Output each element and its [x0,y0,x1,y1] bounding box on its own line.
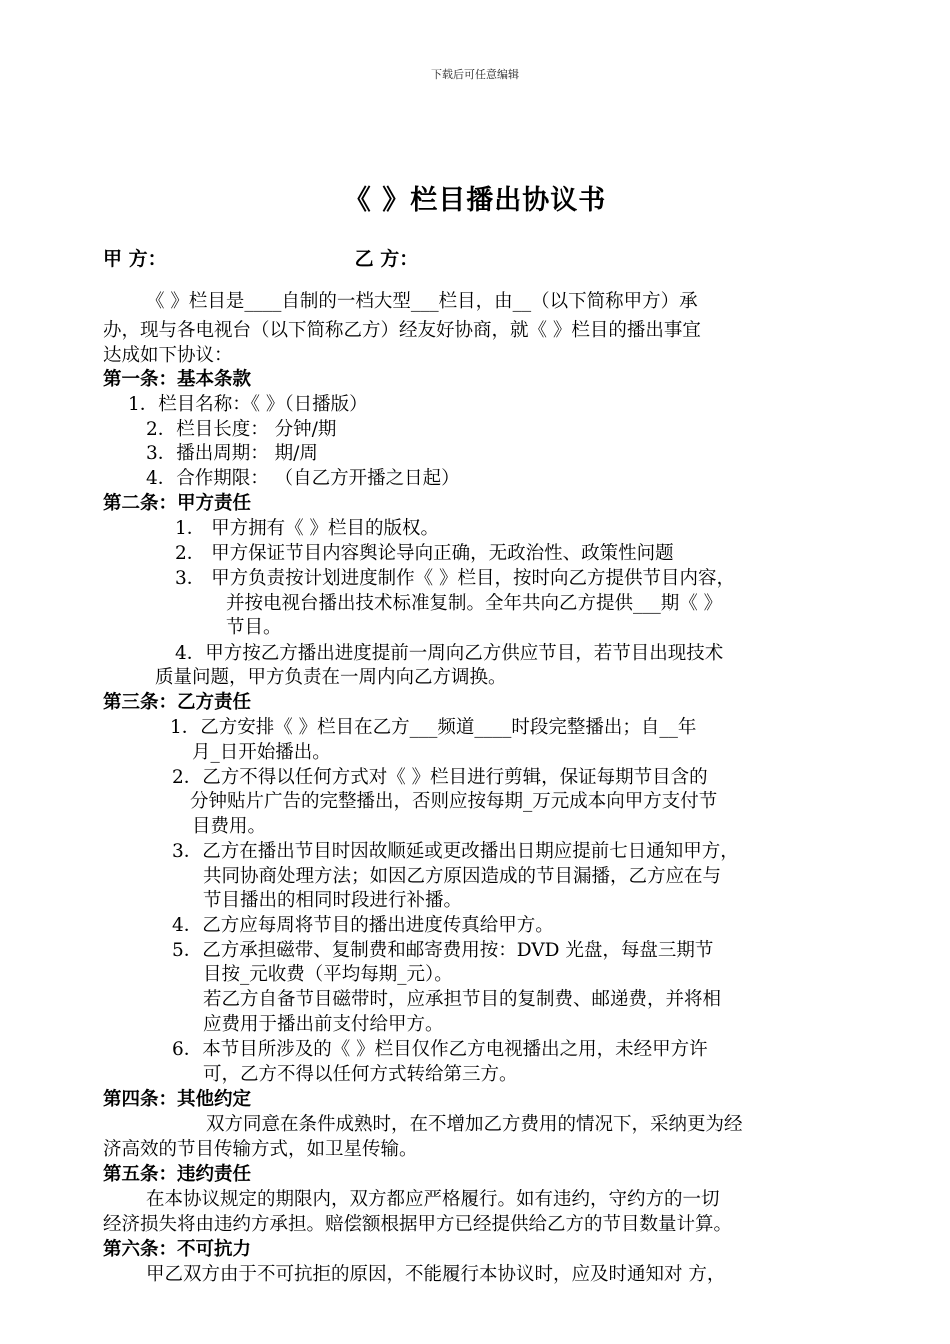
body-line: 办，现与各电视台（以下简称乙方）经友好协商，就《 》栏目的播出事宜 [103,320,701,341]
body-line: 并按电视台播出技术标准复制。全年共向乙方提供___期《 》 [226,593,723,614]
body-line: 双方同意在条件成熟时，在不增加乙方费用的情况下，采纳更为经 [206,1114,743,1135]
parties-row [103,244,418,271]
body-line: 3． 甲方负责按计划进度制作《 》栏目，按时向乙方提供节目内容， [175,568,736,589]
header-note: 下载后可任意编辑 [431,68,519,81]
body-line: 目按_元收费（平均每期_元）。 [203,964,453,985]
body-line: 节目播出的相同时段进行补播。 [203,890,463,911]
body-line: 月_日开始播出。 [192,742,331,763]
body-line: 共同协商处理方法；如因乙方原因造成的节目漏播，乙方应在与 [203,866,722,887]
body-line: 可，乙方不得以任何方式转给第三方。 [203,1064,518,1085]
party-a-label: 甲 方： [103,248,167,270]
body-line: 应费用于播出前支付给甲方。 [203,1014,444,1035]
body-line: 节目。 [226,617,282,638]
body-line: 2． 甲方保证节目内容舆论导向正确，无政治性、政策性问题 [175,543,674,564]
body-line: 经济损失将由违约方承担。赔偿额根据甲方已经提供给乙方的节目数量计算。 [103,1214,733,1235]
body-line: 1． 甲方拥有《 》栏目的版权。 [175,518,440,539]
body-line: 达成如下协议： [103,345,233,366]
section-heading: 第四条：其他约定 [103,1089,252,1110]
section-heading: 第六条：不可抗力 [103,1239,252,1260]
body-line: 目费用。 [192,816,267,837]
section-heading: 第二条：甲方责任 [103,493,252,514]
body-line: 2．栏目长度： 分钟/期 [146,419,337,440]
section-heading: 第三条：乙方责任 [103,692,252,713]
body-line: 1．栏目名称：《 》（日播版） [128,394,368,415]
section-heading: 第一条：基本条款 [103,369,252,390]
document-title: 《 》栏目播出协议书 [343,185,607,216]
body-line: 4．甲方按乙方播出进度提前一周向乙方供应节目，若节目出现技术 [175,643,724,664]
body-line: 济高效的节目传输方式，如卫星传输。 [103,1139,418,1160]
body-line: 分钟贴片广告的完整播出，否则应按每期_万元成本向甲方支付节 [190,791,718,812]
party-b-label: 乙 方： [354,248,419,270]
body-line: 4．乙方应每周将节目的播出进度传真给甲方。 [172,915,554,936]
body-line: 在本协议规定的期限内，双方都应严格履行。如有违约，守约方的一切 [146,1189,720,1210]
body-line: 质量问题，甲方负责在一周内向乙方调换。 [155,667,507,688]
body-line: 5．乙方承担磁带、复制费和邮寄费用按：DVD 光盘，每盘三期节 [172,940,714,961]
section-heading: 第五条：违约责任 [103,1164,252,1185]
body-line: 2．乙方不得以任何方式对《 》栏目进行剪辑，保证每期节目含的 [172,767,708,788]
body-line: 1．乙方安排《 》栏目在乙方___频道____时段完整播出；自__年 [170,717,697,738]
body-line: 《 》栏目是____自制的一档大型___栏目，由__（以下简称甲方）承 [146,291,698,312]
body-line: 3．乙方在播出节目时因故顺延或更改播出日期应提前七日通知甲方， [172,841,739,862]
body-line: 4．合作期限： （自乙方开播之日起） [146,468,460,489]
body-line: 6．本节目所涉及的《 》栏目仅作乙方电视播出之用，未经甲方许 [172,1039,708,1060]
body-line: 甲乙双方由于不可抗拒的原因，不能履行本协议时，应及时通知对 方， [146,1264,726,1285]
body-line: 3．播出周期： 期/周 [146,443,318,464]
body-line: 若乙方自备节目磁带时，应承担节目的复制费、邮递费，并将相 [203,989,722,1010]
